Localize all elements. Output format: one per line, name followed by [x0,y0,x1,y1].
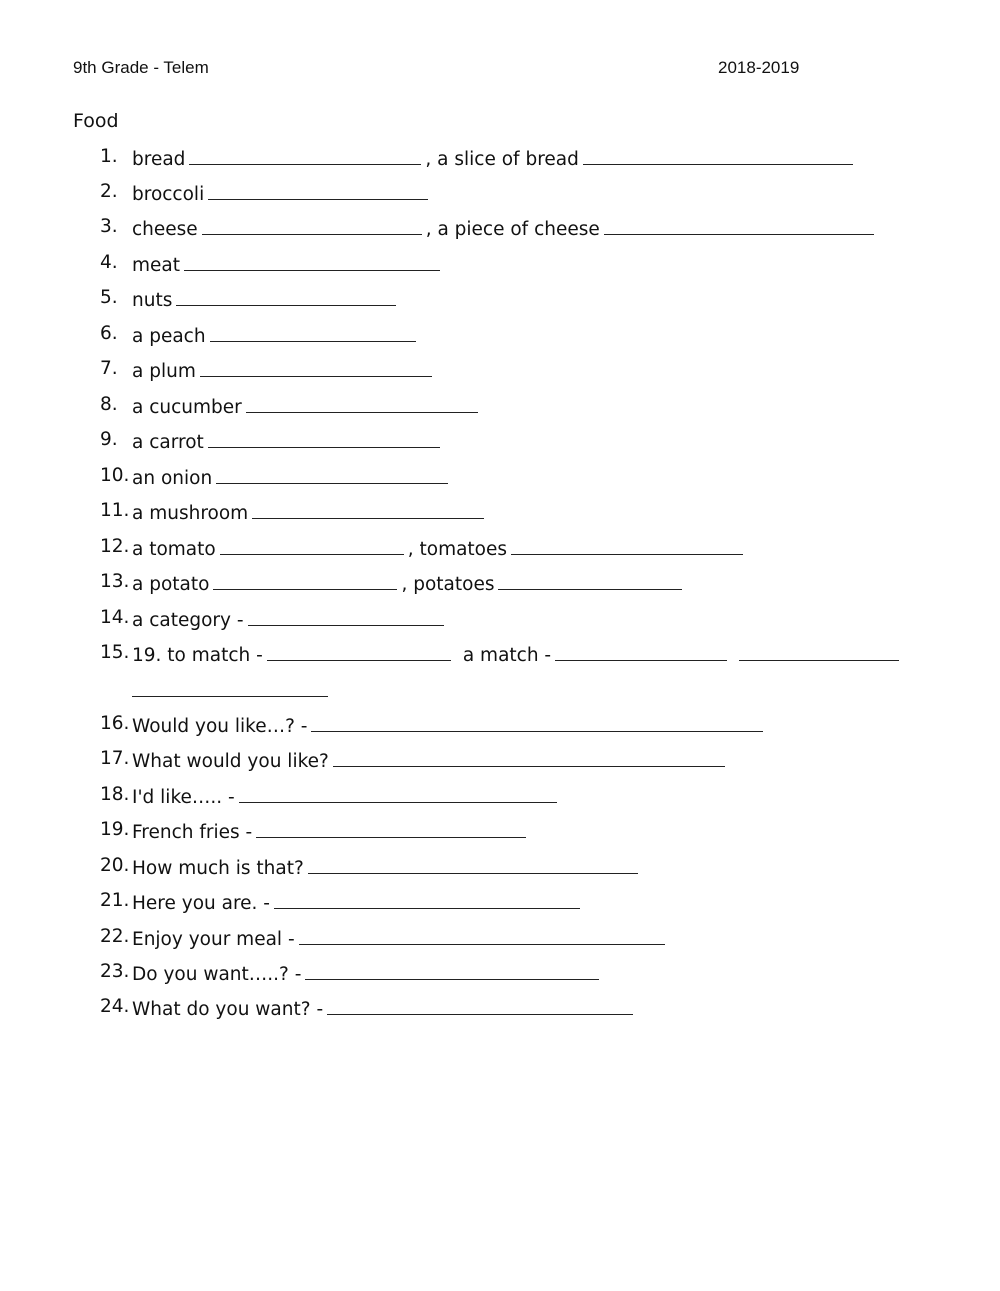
answer-blank[interactable] [274,890,580,909]
item-word-2: a match - [462,645,552,666]
answer-blank[interactable] [208,429,440,448]
item-word: meat [132,255,180,276]
answer-blank[interactable] [256,819,526,838]
item-word-2: , potatoes [401,574,495,595]
item-number: 20. [100,855,130,876]
header-grade: 9th Grade - Telem [73,58,209,77]
page-title: Food [73,110,119,132]
answer-blank[interactable] [213,571,397,590]
answer-blank[interactable] [498,571,682,590]
item-word-2: , a piece of cheese [425,219,600,240]
item-number: 14. [100,607,130,628]
item-phrase: How much is that? [132,858,304,879]
answer-blank[interactable] [267,642,451,661]
answer-blank[interactable] [604,216,874,235]
item-phrase: Do you want…..? - [132,964,302,985]
item-word: an onion [132,468,213,489]
item-word: nuts [132,290,173,311]
item-word: a potato [132,574,210,595]
answer-blank[interactable] [200,358,432,377]
item-phrase: Enjoy your meal - [132,929,295,950]
item-number: 3. [100,216,118,237]
item-number: 22. [100,926,130,947]
answer-blank[interactable] [333,748,725,767]
item-word: 19. to match - [132,645,263,666]
answer-blank[interactable] [132,678,328,697]
answer-blank[interactable] [305,961,599,980]
answer-blank[interactable] [202,216,422,235]
item-number: 8. [100,394,118,415]
item-word-2: , a slice of bread [425,149,579,170]
item-number: 19. [100,819,130,840]
item-number: 7. [100,358,118,379]
answer-blank[interactable] [299,926,665,945]
list-item-continuation [132,678,328,704]
item-phrase: What would you like? [132,751,329,772]
answer-blank[interactable] [208,181,428,200]
item-word: broccoli [132,184,205,205]
item-phrase: Would you like…? - [132,716,308,737]
item-number: 16. [100,713,130,734]
item-number: 5. [100,287,118,308]
item-number: 15. [100,642,130,663]
item-number: 12. [100,536,130,557]
item-number: 6. [100,323,118,344]
answer-blank[interactable] [246,394,478,413]
item-phrase: I'd like….. - [132,787,235,808]
answer-blank[interactable] [210,323,416,342]
item-number: 1. [100,146,118,167]
answer-blank[interactable] [176,287,396,306]
item-word: a carrot [132,432,204,453]
item-word: a cucumber [132,397,242,418]
item-number: 17. [100,748,130,769]
answer-blank[interactable] [189,146,421,165]
answer-blank[interactable] [327,996,633,1015]
item-word: a category - [132,610,244,631]
item-number: 21. [100,890,130,911]
item-number: 10. [100,465,130,486]
answer-blank[interactable] [583,146,853,165]
item-word: a tomato [132,539,216,560]
item-word: cheese [132,219,198,240]
item-number: 4. [100,252,118,273]
item-phrase: What do you want? - [132,999,324,1020]
header-year: 2018-2019 [718,58,800,77]
item-number: 11. [100,500,130,521]
item-number: 13. [100,571,130,592]
item-number: 9. [100,429,118,450]
answer-blank[interactable] [555,642,727,661]
item-word: a peach [132,326,206,347]
answer-blank[interactable] [511,536,743,555]
item-word-2: , tomatoes [407,539,508,560]
item-word: a plum [132,361,196,382]
item-phrase: Here you are. - [132,893,270,914]
answer-blank[interactable] [311,713,763,732]
item-phrase: French fries - [132,822,253,843]
item-number: 24. [100,996,130,1017]
answer-blank[interactable] [220,536,404,555]
answer-blank[interactable] [216,465,448,484]
item-number: 23. [100,961,130,982]
answer-blank[interactable] [248,607,444,626]
item-word: a mushroom [132,503,249,524]
answer-blank[interactable] [308,855,638,874]
item-number: 18. [100,784,130,805]
answer-blank[interactable] [252,500,484,519]
answer-blank[interactable] [239,784,557,803]
answer-blank[interactable] [739,642,899,661]
answer-blank[interactable] [184,252,440,271]
item-word: bread [132,149,186,170]
item-number: 2. [100,181,118,202]
